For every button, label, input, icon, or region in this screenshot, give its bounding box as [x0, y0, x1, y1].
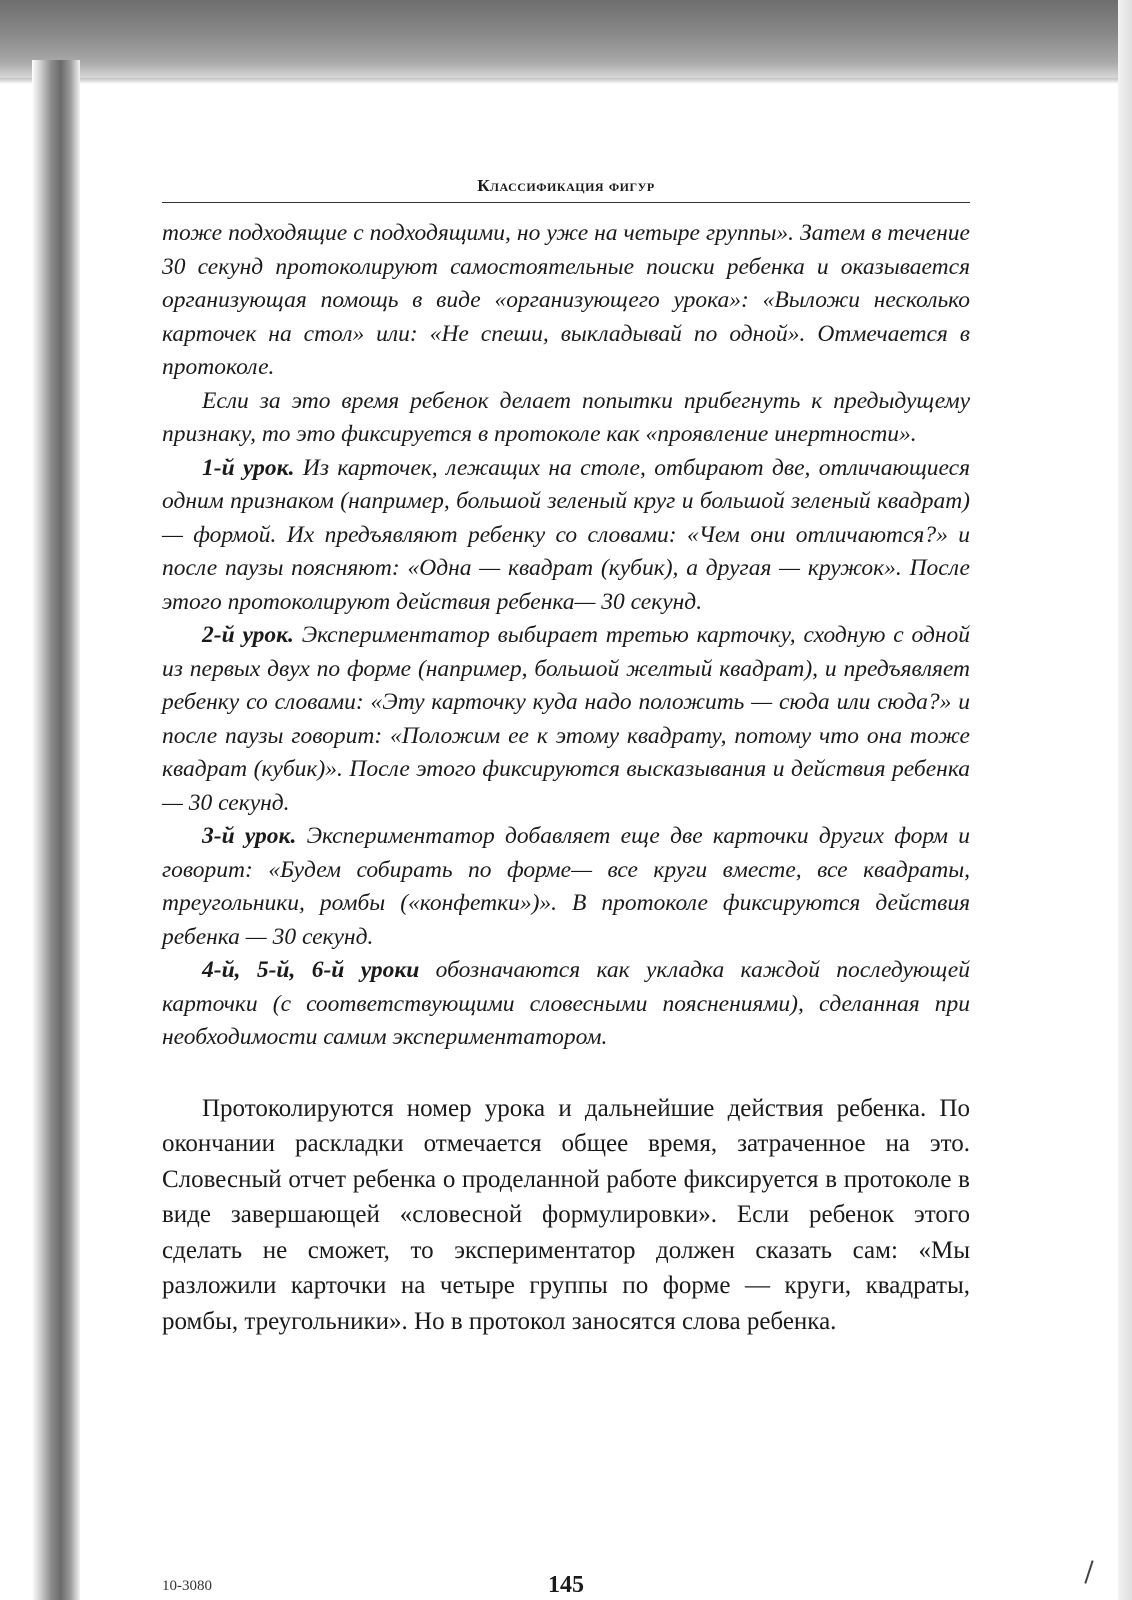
italic-instructions: [162, 217, 970, 1055]
paragraph: [162, 385, 970, 452]
paragraph-lesson-3: [162, 820, 970, 954]
paragraph-text: Экспериментатор выбирает третью карточку, сходную с одной из первых двух по форме (например, большой желтый квадрат), и предъявляет ребенку со словами: «Эту карточку куда надо положить — сюда или сюда?» и после паузы говорит: «Положим ее к этому квадрату, потому что она тоже квадрат (кубик)». После этого фиксируются высказывания и действия ребенка — 30 секунд.: [162, 622, 970, 816]
lesson-lead: 4-й, 5-й, 6-й уроки: [202, 957, 420, 983]
paragraph-lesson-2: [162, 619, 970, 820]
paragraph-lesson-1: [162, 452, 970, 620]
paragraph: [162, 217, 970, 385]
paragraph-text: тоже подходящие с подходящими, но уже на четыре группы». Затем в течение 30 секунд протоколируют самостоятельные поиски ребенка и оказывается организующая помощь в виде «организующего урока»: «Выложи несколько карточек на стол» или: «Не спеши, выкладывай по одной». Отмечается в протоколе.: [162, 220, 970, 380]
page-footer: [162, 1572, 970, 1600]
running-head: Классификация фигур: [162, 176, 970, 203]
paragraph-text: Экспериментатор добавляет еще две карточки других форм и говорит: «Будем собирать по форме— все круги вместе, все квадраты, треугольники, ромбы («конфетки»)». В протоколе фиксируются действия ребенка — 30 секунд.: [162, 823, 970, 950]
paragraph-text: Из карточек, лежащих на столе, отбирают две, отличающиеся одним признаком (например, большой зеленый круг и большой зеленый квадрат) — формой. Их предъявляют ребенку со словами: «Чем они отличаются?» и после паузы поясняют: «Одна — квадрат (кубик), а другая — кружок». После этого протоколируют действия ребенка— 30 секунд.: [162, 454, 970, 615]
paragraph-lessons-4-6: [162, 954, 970, 1055]
page-number: 145: [548, 1572, 584, 1598]
body-text: [162, 1091, 970, 1340]
scan-shadow-top: [0, 0, 1132, 78]
scan-mark: [1084, 1560, 1093, 1583]
paragraph-text: обозначаются как укладка каждой последующей карточки (с соответствующими словесными пояснениями), сделанная при необходимости самим экспериментатором.: [162, 957, 970, 1050]
paragraph: Протоколируются номер урока и дальнейшие действия ребенка. По окончании раскладки отмечается общее время, затраченное на это. Словесный отчет ребенка о проделанной работе фиксируется в протоколе в виде завершающей «словесной формулировки». Если ребенок этого сделать не сможет, то экспериментатор должен сказать сам: «Мы разложили карточки на четыре группы по форме — круги, квадраты, ромбы, треугольники». Но в протокол заносятся слова ребенка.: [162, 1094, 970, 1335]
paragraph-text: Если за это время ребенок делает попытки прибегнуть к предыдущему признаку, то это фиксируется в протоколе как «проявление инертности».: [162, 387, 970, 447]
printer-signature: 10-3080: [162, 1578, 212, 1594]
lesson-lead: 1-й урок.: [202, 454, 295, 481]
book-page: [162, 176, 970, 1339]
lesson-lead: 3-й урок.: [202, 823, 297, 849]
scan-shadow-spine: [32, 60, 80, 1600]
lesson-lead: 2-й урок.: [202, 622, 294, 648]
page-edge-right: [1118, 0, 1132, 1600]
